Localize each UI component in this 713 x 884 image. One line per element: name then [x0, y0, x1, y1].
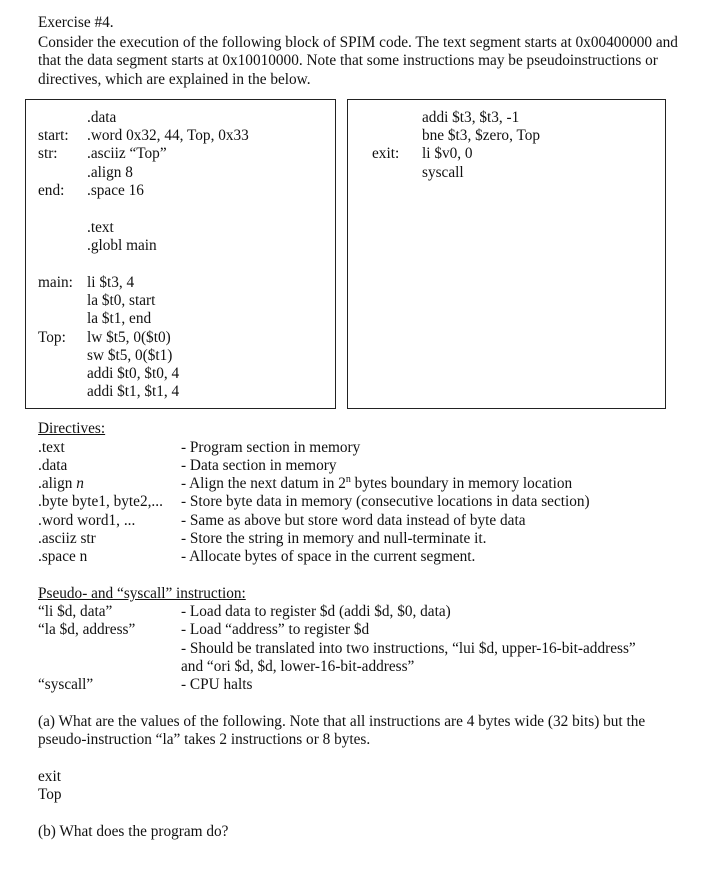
pseudo-name-la: “la $d, address” — [38, 621, 136, 638]
directive-name: .data — [38, 457, 68, 474]
directive-desc-sup: n — [345, 473, 351, 485]
exercise-intro: Consider the execution of the following block of SPIM code. The text segment starts at 0x00400000 and that the data segment starts at 0x10010000. Note that some instructions may be pseudoinstructions or directives, which are explained in the below. — [38, 34, 678, 88]
directive-name: .word word1, ... — [38, 512, 136, 529]
code-line: .data — [87, 109, 117, 126]
code-box-left — [25, 99, 336, 409]
question-a-item-exit: exit — [38, 768, 61, 785]
directive-name: .byte byte1, byte2,... — [38, 493, 163, 510]
code-label-main: main: — [38, 274, 73, 291]
directive-desc: - Data section in memory — [181, 457, 337, 474]
directive-name-arg: n — [76, 475, 84, 492]
code-line: li $v0, 0 — [422, 145, 473, 162]
code-line: lw $t5, 0($t0) — [87, 329, 171, 346]
directive-desc: - Same as above but store word data instead of byte data — [181, 512, 526, 529]
pseudo-desc-la-detail: and “ori $d, $d, lower-16-bit-address” — [181, 658, 415, 675]
code-line: la $t1, end — [87, 310, 152, 327]
directive-name: .space n — [38, 548, 88, 565]
pseudo-desc-syscall: - CPU halts — [181, 676, 253, 693]
code-label-top: Top: — [38, 329, 66, 346]
directive-name-align — [38, 475, 84, 493]
directive-name: .text — [38, 439, 65, 456]
code-label-str: str: — [38, 145, 58, 162]
pseudo-name-li: “li $d, data” — [38, 603, 113, 620]
question-a: (a) What are the values of the following. Note that all instructions are 4 bytes wide (32 bits) but the pseudo-instruction “la” takes 2 instructions or 8 bytes. — [38, 713, 646, 749]
code-line: bne $t3, $zero, Top — [422, 127, 541, 144]
directive-desc: - Store the string in memory and null-terminate it. — [181, 530, 487, 547]
question-a-item-top: Top — [38, 786, 62, 803]
code-line: addi $t0, $t0, 4 — [87, 365, 180, 382]
code-line: .text — [87, 219, 114, 236]
code-line: li $t3, 4 — [87, 274, 135, 291]
code-line: addi $t3, $t3, -1 — [422, 109, 520, 126]
code-line: .space 16 — [87, 182, 144, 199]
code-label-start: start: — [38, 127, 69, 144]
directive-desc-align — [181, 475, 572, 493]
question-b: (b) What does the program do? — [38, 823, 229, 840]
code-line: syscall — [422, 164, 464, 181]
directive-desc: - Store byte data in memory (consecutive locations in data section) — [181, 493, 590, 510]
pseudo-desc-li: - Load data to register $d (addi $d, $0, data) — [181, 603, 451, 620]
pseudo-desc-la-detail: - Should be translated into two instructions, “lui $d, upper-16-bit-address” — [181, 640, 636, 657]
code-line: .globl main — [87, 237, 157, 254]
pseudo-name-syscall: “syscall” — [38, 676, 94, 693]
code-line: .word 0x32, 44, Top, 0x33 — [87, 127, 249, 144]
directive-desc: - Program section in memory — [181, 439, 361, 456]
directive-name-text: .align — [38, 475, 73, 492]
code-label-exit: exit: — [372, 145, 400, 162]
directive-desc: - Allocate bytes of space in the current segment. — [181, 548, 476, 565]
directives-heading: Directives: — [38, 420, 106, 437]
code-line: addi $t1, $t1, 4 — [87, 383, 180, 400]
directive-name: .asciiz str — [38, 530, 96, 547]
code-line: la $t0, start — [87, 292, 156, 309]
directive-desc-tail: bytes boundary in memory location — [350, 475, 573, 492]
code-line: .align 8 — [87, 164, 133, 181]
pseudo-desc-la: - Load “address” to register $d — [181, 621, 370, 638]
code-label-end: end: — [38, 182, 65, 199]
exercise-title: Exercise #4. — [38, 14, 114, 31]
code-line: .asciiz “Top” — [87, 145, 167, 162]
directive-desc-text: - Align the next datum in 2 — [181, 475, 346, 492]
pseudo-heading: Pseudo- and “syscall” instruction: — [38, 585, 246, 602]
code-line: sw $t5, 0($t1) — [87, 347, 173, 364]
